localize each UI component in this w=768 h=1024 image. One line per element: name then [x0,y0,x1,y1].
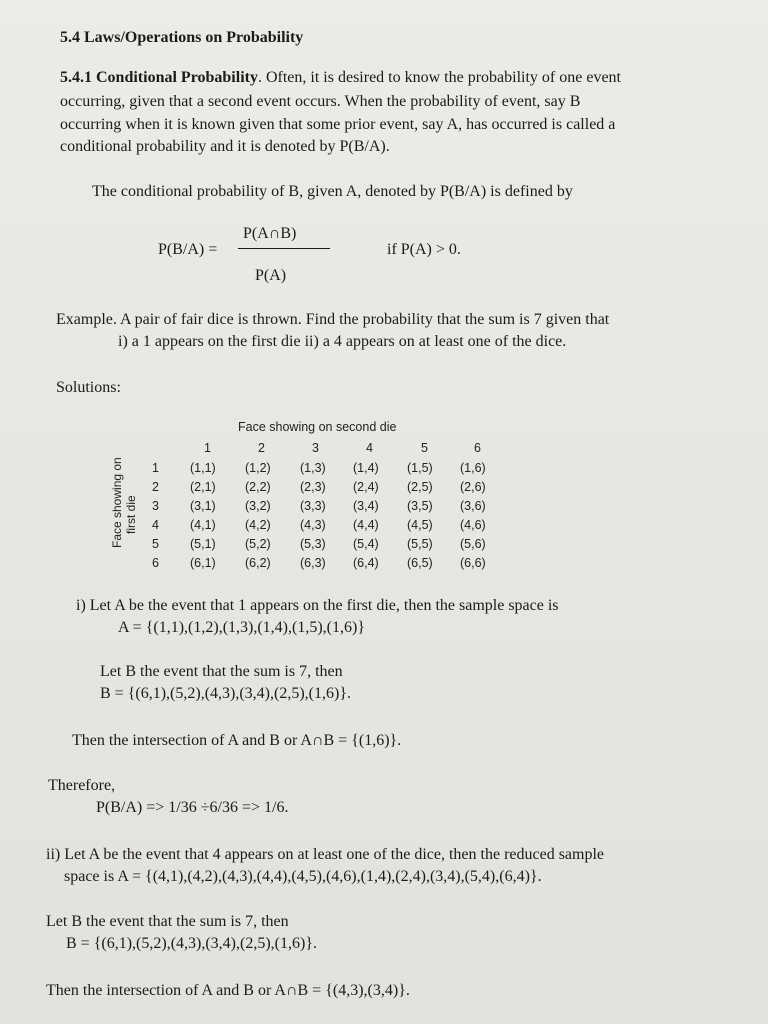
part-i-set-a: A = {(1,1),(1,2),(1,3),(1,4),(1,5),(1,6)} [118,619,365,636]
part-ii-let-b: Let B the event that the sum is 7, then [46,913,289,930]
part-i-result: P(B/A) => 1/36 ÷6/36 => 1/6. [96,799,289,816]
section-title: 5.4 Laws/Operations on Probability [60,29,304,46]
table-cell: (3,3) [300,499,326,513]
table-cell: (2,5) [407,480,433,494]
example-label: Example. [56,311,117,328]
table-cell: (5,3) [300,537,326,551]
table-cell: (4,1) [190,518,216,532]
part-ii-line-1: ii) Let A be the event that 4 appears on at least one of the dice, then the reduced sample [46,846,605,863]
definition-denominator: P(A) [255,267,287,284]
table-cell: (4,6) [460,518,486,532]
subsection-line-1 [60,68,621,88]
table-cell: (1,6) [460,461,486,475]
definition-intro: The conditional probability of B, given A, denoted by P(B/A) is defined by [92,183,573,200]
example-line-2: i) a 1 appears on the first die ii) a 4 appears on at least one of the dice. [118,333,567,350]
table-cell: (6,4) [353,556,379,570]
subsection-line-3: occurring when it is known given that some prior event, say A, has occurred is called a [60,116,616,133]
table-column-label: 6 [474,441,481,455]
part-i-intersection: Then the intersection of A and B or A∩B = {(1,6)}. [72,732,402,749]
table-cell: (2,2) [245,480,271,494]
table-cell: (2,4) [353,480,379,494]
table-cell: (6,1) [190,556,216,570]
table-cell: (4,4) [353,518,379,532]
table-column-label: 5 [421,441,428,455]
table-cell: (3,1) [190,499,216,513]
example-text-1: A pair of fair dice is thrown. Find the probability that the sum is 7 given that [120,311,610,328]
table-row-label: 2 [152,480,159,494]
subsection-line-4: conditional probability and it is denoted by P(B/A). [60,138,390,155]
subsection-line-2: occurring, given that a second event occurs. When the probability of event, say B [60,93,581,110]
table-cell: (1,3) [300,461,326,475]
table-column-label: 4 [366,441,373,455]
table-cell: (1,2) [245,461,271,475]
definition-numerator: P(A∩B) [243,225,297,242]
part-i-set-b: B = {(6,1),(5,2),(4,3),(3,4),(2,5),(1,6)}. [100,685,351,702]
table-cell: (5,4) [353,537,379,551]
part-i-let-b: Let B the event that the sum is 7, then [100,663,343,680]
row-header-line-2: first die [124,495,138,534]
part-ii-line-2: space is A = {(4,1),(4,2),(4,3),(4,4),(4,5),(4,6),(1,4),(2,4),(3,4),(5,4),(6,4)}. [64,868,542,885]
table-cell: (3,4) [353,499,379,513]
table-cell: (5,1) [190,537,216,551]
table-cell: (4,3) [300,518,326,532]
table-cell: (6,3) [300,556,326,570]
table-cell: (5,2) [245,537,271,551]
table-cell: (2,6) [460,480,486,494]
definition-condition: if P(A) > 0. [387,241,461,258]
table-cell: (1,5) [407,461,433,475]
table-cell: (6,2) [245,556,271,570]
part-ii-intersection: Then the intersection of A and B or A∩B = {(4,3),(3,4)}. [46,982,410,999]
table-row-label: 4 [152,518,159,532]
example-line-1 [56,310,609,330]
part-ii-set-b: B = {(6,1),(5,2),(4,3),(3,4),(2,5),(1,6)}. [66,935,317,952]
table-row-label: 5 [152,537,159,551]
table-cell: (3,2) [245,499,271,513]
table-cell: (4,5) [407,518,433,532]
table-row-label: 1 [152,461,159,475]
part-i-therefore: Therefore, [48,777,116,794]
solutions-label: Solutions: [56,379,121,396]
table-col-header: Face showing on second die [238,420,397,434]
fraction-bar [238,248,330,249]
table-cell: (6,5) [407,556,433,570]
table-cell: (3,6) [460,499,486,513]
table-row-header [110,457,138,548]
table-row-label: 3 [152,499,159,513]
table-cell: (5,5) [407,537,433,551]
table-cell: (4,2) [245,518,271,532]
table-column-label: 3 [312,441,319,455]
table-row-label: 6 [152,556,159,570]
table-cell: (1,4) [353,461,379,475]
row-header-line-1: Face showing on [110,457,124,548]
table-cell: (1,1) [190,461,216,475]
subsection-heading: 5.4.1 Conditional Probability [60,69,258,86]
table-cell: (2,3) [300,480,326,494]
table-cell: (5,6) [460,537,486,551]
table-cell: (2,1) [190,480,216,494]
part-i-line-1: i) Let A be the event that 1 appears on the first die, then the sample space is [76,597,559,614]
definition-lhs: P(B/A) = [158,241,218,258]
table-column-label: 2 [258,441,265,455]
table-column-label: 1 [204,441,211,455]
table-cell: (3,5) [407,499,433,513]
subsection-text-1: . Often, it is desired to know the probability of one event [257,69,621,86]
table-cell: (6,6) [460,556,486,570]
